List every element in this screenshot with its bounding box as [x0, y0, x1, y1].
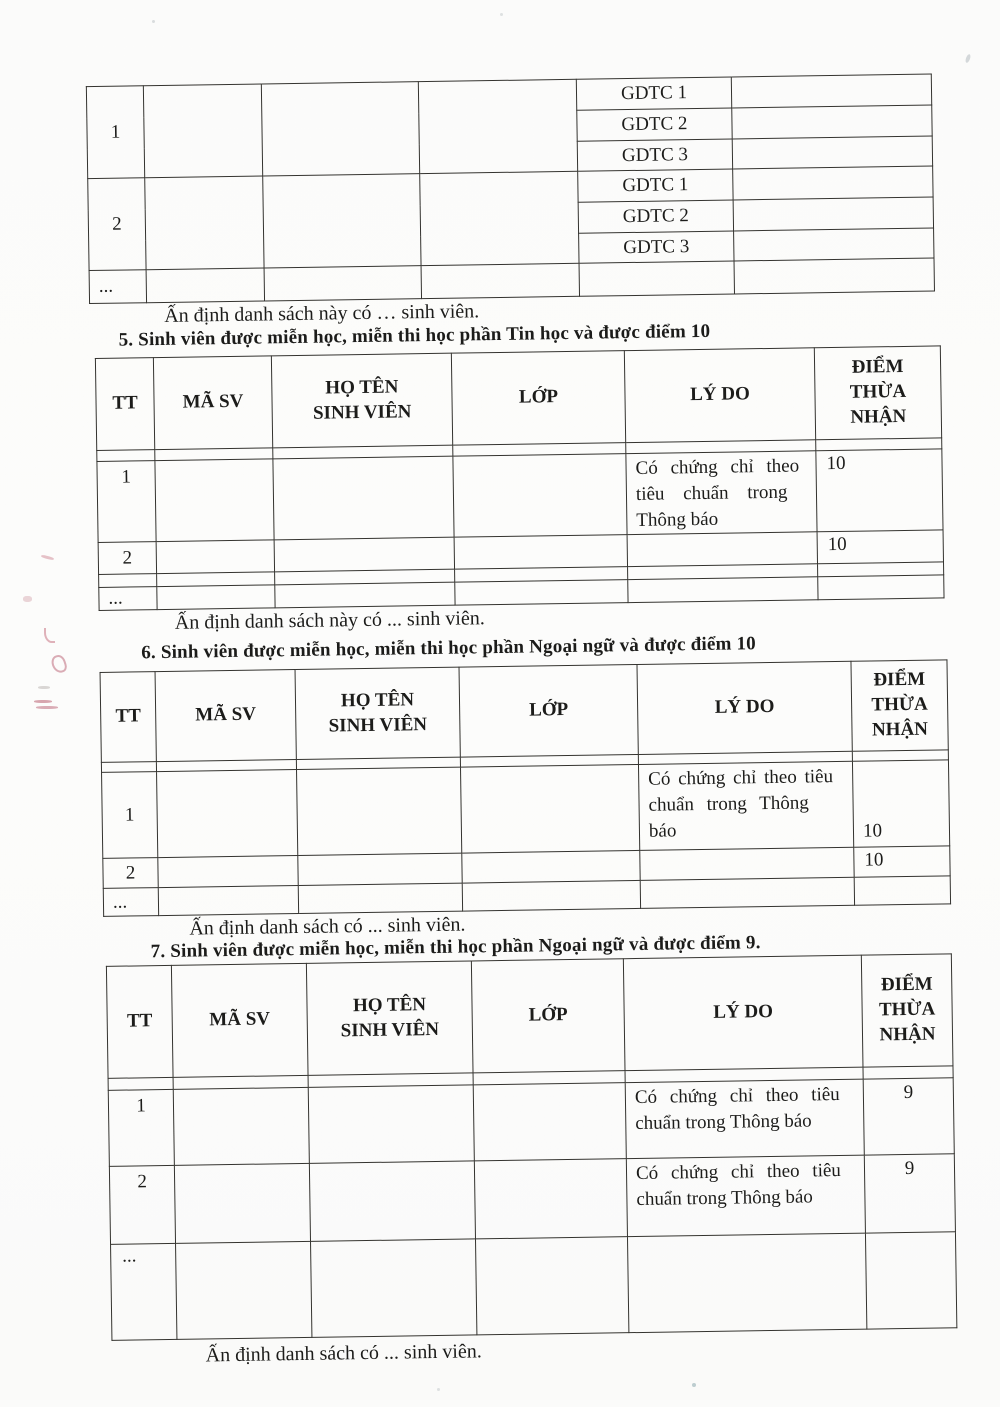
ly-do-header-cell: LÝ DO	[623, 955, 863, 1071]
dots-cell: ...	[111, 1243, 177, 1340]
diem-cell: 10	[854, 846, 950, 877]
empty-cell	[475, 1237, 628, 1335]
empty-cell	[298, 883, 462, 913]
gdtc-course-cell: GDTC 3	[579, 231, 734, 263]
gdtc-table	[86, 74, 935, 305]
dots-cell: ...	[103, 888, 158, 917]
empty-cell	[579, 261, 734, 296]
row-number-cell: 1	[108, 1089, 174, 1166]
empty-cell	[734, 228, 934, 261]
caption-gdtc: Ấn định danh sách này có … sinh viên.	[164, 300, 480, 327]
empty-cell	[173, 1087, 309, 1165]
empty-cell	[99, 574, 157, 588]
empty-cell	[854, 876, 950, 905]
ly-do-cell: Có chứng chỉ theo tiêu chuẩn trong Thông báo	[638, 761, 853, 850]
gdtc-course-cell: GDTC 1	[578, 169, 733, 202]
empty-cell	[264, 266, 421, 301]
empty-cell	[176, 1241, 312, 1339]
empty-cell	[627, 1233, 866, 1333]
ho-ten-header-cell: HỌ TÊN SINH VIÊN	[295, 667, 460, 759]
gdtc-row-number: 1	[86, 86, 144, 179]
diem-header-cell: ĐIỂM THỪA NHẬN	[861, 954, 953, 1067]
empty-cell	[145, 176, 264, 270]
empty-cell	[473, 1083, 626, 1161]
empty-cell	[298, 853, 462, 885]
empty-cell	[158, 856, 298, 888]
empty-cell	[732, 105, 932, 139]
caption-section7: Ấn định danh sách có ... sinh viên.	[205, 1340, 482, 1367]
caption-section6: Ấn định danh sách có ... sinh viên.	[189, 913, 466, 940]
gdtc-course-cell: GDTC 2	[578, 200, 733, 233]
diem-cell: 10	[852, 760, 949, 847]
empty-cell	[263, 174, 421, 268]
section6-title: 6. Sinh viên được miễn học, miễn thi học phần Ngoại ngữ và được điểm 10	[141, 633, 757, 664]
empty-cell	[731, 74, 931, 108]
empty-cell	[309, 1161, 475, 1241]
ma-sv-header-cell: MÃ SV	[153, 356, 272, 450]
lop-header-cell: LỚP	[451, 351, 625, 446]
empty-cell	[454, 535, 627, 570]
gdtc-dots-cell: ...	[89, 270, 146, 304]
speck	[500, 13, 503, 16]
empty-cell	[418, 79, 577, 173]
row-number-cell: 2	[103, 858, 158, 889]
diem-cell: 9	[863, 1078, 954, 1155]
empty-cell	[455, 580, 628, 606]
empty-cell	[311, 1239, 477, 1337]
tt-header-cell: TT	[95, 358, 154, 451]
row-number-cell: 2	[109, 1165, 175, 1244]
ma-sv-header-cell: MÃ SV	[171, 963, 308, 1077]
dots-cell: ...	[99, 587, 157, 611]
empty-cell	[174, 1163, 310, 1243]
gdtc-course-cell: GDTC 3	[577, 139, 732, 171]
empty-cell	[640, 847, 854, 880]
lop-header-cell: LỚP	[471, 959, 625, 1073]
empty-cell	[627, 532, 817, 567]
diem-cell: 10	[816, 449, 943, 532]
ly-do-header-cell: LÝ DO	[637, 661, 852, 754]
empty-cell	[734, 258, 934, 294]
row-number-cell: 1	[97, 461, 156, 543]
ly-do-header-cell: LÝ DO	[624, 348, 815, 443]
row-number-cell: 1	[102, 772, 158, 859]
diem-header-cell: ĐIỂM THỪA NHẬN	[851, 660, 948, 751]
diem-cell: 10	[817, 530, 943, 564]
ma-sv-header-cell: MÃ SV	[155, 670, 296, 762]
empty-cell	[297, 767, 462, 855]
ho-ten-header-cell: HỌ TÊN SINH VIÊN	[306, 961, 473, 1075]
speck	[692, 1383, 696, 1387]
margin-mark	[36, 706, 58, 709]
diem-cell: 9	[864, 1154, 955, 1233]
empty-cell	[143, 84, 262, 178]
empty-cell	[157, 585, 275, 610]
empty-cell	[108, 1077, 173, 1090]
section5-table	[95, 345, 945, 611]
empty-cell	[274, 537, 454, 572]
empty-cell	[273, 456, 454, 540]
empty-cell	[146, 268, 264, 303]
empty-cell	[421, 263, 579, 298]
margin-mark	[23, 596, 32, 602]
section7-title: 7. Sinh viên được miễn học, miễn thi học phần Ngoại ngữ và được điểm 9.	[150, 932, 761, 963]
empty-cell	[97, 450, 155, 462]
section5-title: 5. Sinh viên được miễn học, miễn thi học phần Tin học và được điểm 10	[118, 320, 711, 351]
tt-header-cell: TT	[100, 672, 156, 763]
empty-cell	[462, 880, 640, 911]
empty-cell	[420, 171, 579, 265]
gdtc-course-cell: GDTC 1	[576, 77, 731, 110]
margin-mark	[38, 686, 50, 689]
section6-table	[100, 659, 952, 917]
empty-cell	[157, 770, 298, 858]
ho-ten-header-cell: HỌ TÊN SINH VIÊN	[271, 353, 452, 448]
empty-cell	[474, 1159, 627, 1239]
row-number-cell: 2	[98, 542, 156, 575]
empty-cell	[261, 82, 419, 176]
ly-do-cell: Có chứng chỉ theo tiêu chuẩn trong Thông báo	[625, 1079, 864, 1159]
empty-cell	[818, 575, 944, 600]
empty-cell	[158, 886, 298, 916]
caption-section5: Ấn định danh sách này có ... sinh viên.	[174, 607, 485, 634]
speck	[437, 1388, 440, 1391]
empty-cell	[156, 540, 274, 574]
empty-cell	[275, 582, 455, 608]
empty-cell	[155, 459, 274, 542]
tt-header-cell: TT	[106, 965, 173, 1078]
empty-cell	[460, 764, 639, 853]
diem-header-cell: ĐIỂM THỪA NHẬN	[814, 346, 941, 440]
empty-cell	[733, 166, 933, 200]
ly-do-cell: Có chứng chỉ theo tiêu chuẩn trong Thông báo	[626, 451, 817, 535]
empty-cell	[733, 197, 933, 231]
empty-cell	[453, 454, 627, 538]
empty-cell	[628, 577, 818, 603]
section7-table	[106, 953, 957, 1341]
gdtc-course-cell: GDTC 2	[577, 108, 732, 141]
empty-cell	[308, 1085, 474, 1163]
empty-cell	[462, 850, 640, 883]
ly-do-cell: Có chứng chỉ theo tiêu chuẩn trong Thông báo	[626, 1155, 865, 1237]
empty-cell	[732, 136, 932, 169]
gdtc-row-number: 2	[88, 178, 146, 271]
lop-header-cell: LỚP	[459, 664, 638, 757]
empty-cell	[640, 877, 854, 908]
margin-mark	[34, 700, 52, 703]
speck	[152, 20, 155, 23]
empty-cell	[865, 1232, 956, 1329]
